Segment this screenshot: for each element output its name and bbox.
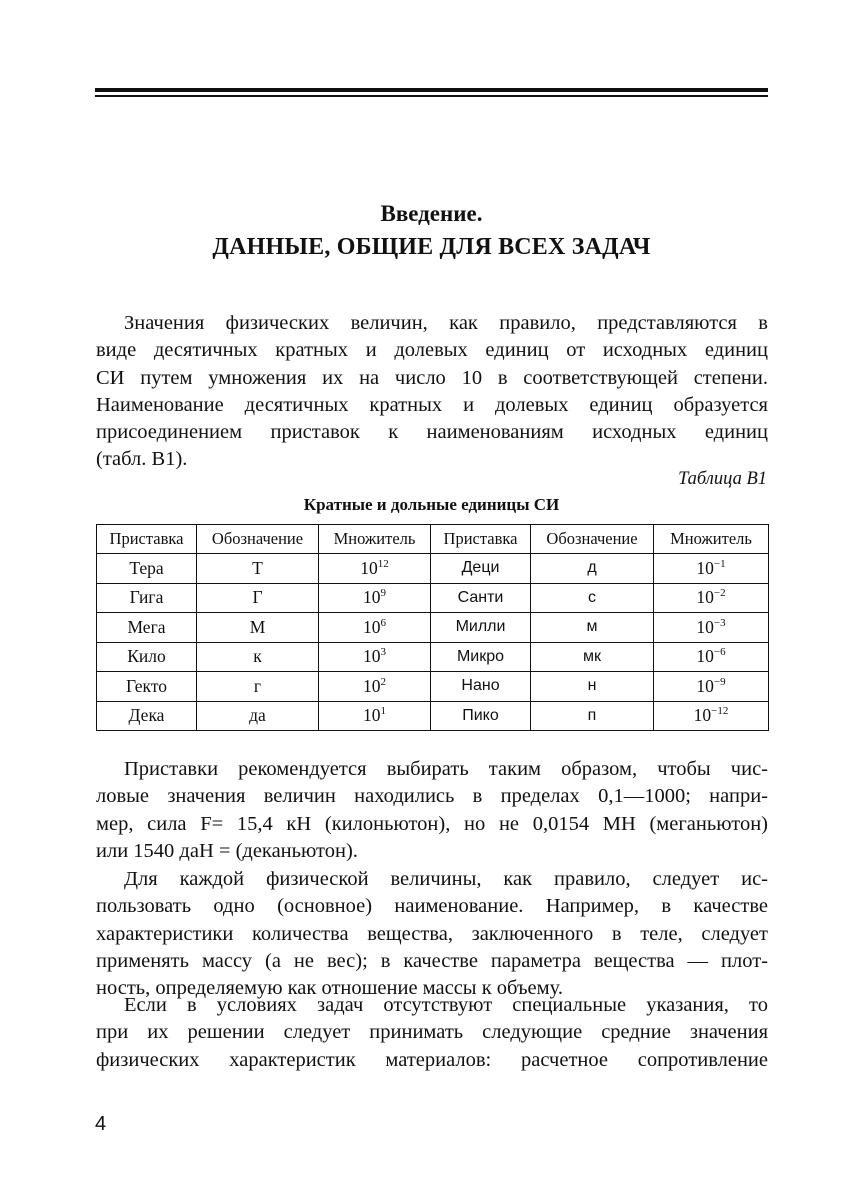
prefix-cell: Кило — [97, 642, 197, 672]
text-line: ность, определяемую как отношение массы к объему. — [96, 977, 563, 1000]
table-caption: Кратные и дольные единицы СИ — [303, 495, 560, 514]
prefix-cell: Деци — [431, 554, 531, 584]
multiplier-base: 10 — [696, 646, 714, 667]
symbol-cell: д — [531, 554, 654, 584]
multiplier-base: 10 — [696, 616, 714, 637]
symbol-cell: н — [531, 672, 654, 702]
prefix-cell: Дека — [97, 701, 197, 731]
table-number: Таблица В1 — [678, 469, 767, 489]
text-line: Приставки рекомендуется выбирать таким образом, чтобы чис- — [124, 758, 768, 780]
symbol-cell: Г — [197, 583, 319, 613]
table-row — [97, 554, 769, 584]
text-line: виде десятичных кратных и долевых единиц от исходных единиц — [96, 339, 768, 362]
header-cell: Множитель — [319, 525, 431, 554]
multiplier-exponent: −1 — [713, 557, 726, 570]
symbol-cell: М — [197, 613, 319, 643]
page-number: 4 — [95, 1113, 107, 1135]
table-row — [97, 613, 769, 643]
multiplier-exponent: 6 — [380, 616, 386, 629]
prefix-cell: Санти — [431, 583, 531, 613]
text-line: Для каждой физической величины, как правило, следует ис- — [124, 868, 768, 890]
multiplier-base: 10 — [363, 675, 381, 696]
multiplier-cell — [654, 642, 769, 672]
prefix-cell: Нано — [431, 672, 531, 702]
text-line: применять массу (а не вес); в качестве параметра вещества — плот- — [96, 949, 768, 972]
text-line: Значения физических величин, как правило, представляются в — [124, 312, 768, 334]
multiplier-base: 10 — [696, 587, 714, 608]
text-line: пользовать одно (основное) наименование. Например, в качестве — [96, 895, 768, 918]
multiplier-cell — [319, 583, 431, 613]
multiplier-exponent: 12 — [377, 557, 389, 570]
multiplier-exponent: −6 — [713, 646, 726, 659]
text-line: (табл. В1). — [96, 448, 188, 471]
text-line: мер, сила F= 15,4 кН (килоньютон), но не 0,0154 МН (меганьютон) — [96, 812, 768, 835]
materials-paragraph — [96, 992, 768, 1074]
text-line: при их решении следует принимать следующие средние значения — [96, 1021, 768, 1044]
prefix-usage-paragraph — [96, 756, 768, 865]
table-row — [97, 583, 769, 613]
prefix-cell: Микро — [431, 642, 531, 672]
multiplier-exponent: 9 — [380, 587, 386, 600]
multiplier-cell — [319, 672, 431, 702]
table-header-row — [97, 525, 769, 554]
text-line: физических характеристик материалов: расчетное сопротивление — [96, 1048, 768, 1071]
multiplier-cell — [654, 672, 769, 702]
symbol-cell: м — [531, 613, 654, 643]
si-prefix-table — [96, 524, 769, 731]
table-row — [97, 701, 769, 731]
multiplier-exponent: −9 — [713, 675, 726, 688]
text-line: Наименование десятичных кратных и долевых единиц образуется — [96, 393, 768, 416]
multiplier-cell — [319, 701, 431, 731]
header-cell: Приставка — [97, 525, 197, 554]
symbol-cell: г — [197, 672, 319, 702]
multiplier-exponent: 3 — [380, 646, 386, 659]
prefix-cell: Тера — [97, 554, 197, 584]
multiplier-cell — [654, 583, 769, 613]
naming-paragraph — [96, 866, 768, 1002]
prefix-cell: Милли — [431, 613, 531, 643]
multiplier-cell — [319, 554, 431, 584]
multiplier-base: 10 — [363, 616, 381, 637]
prefix-cell: Пико — [431, 701, 531, 731]
section-title: Введение. — [380, 201, 483, 226]
symbol-cell: мк — [531, 642, 654, 672]
text-line: СИ путем умножения их на число 10 в соответствующей степени. — [96, 366, 768, 389]
multiplier-base: 10 — [363, 646, 381, 667]
text-line: или 1540 даН = (деканьютон). — [96, 839, 358, 862]
table-row — [97, 672, 769, 702]
multiplier-cell — [319, 642, 431, 672]
header-cell: Приставка — [431, 525, 531, 554]
multiplier-base: 10 — [696, 675, 714, 696]
text-line: ловые значения величин находились в пределах 0,1—1000; напри- — [96, 785, 768, 808]
multiplier-base: 10 — [693, 705, 712, 726]
header-rule-thin — [95, 95, 768, 97]
symbol-cell: к — [197, 642, 319, 672]
table-row — [97, 642, 769, 672]
text-line: характеристики количества вещества, заключенного в теле, следует — [96, 922, 768, 945]
prefix-cell: Гекто — [97, 672, 197, 702]
section-subtitle: ДАННЫЕ, ОБЩИЕ ДЛЯ ВСЕХ ЗАДАЧ — [212, 234, 651, 260]
header-cell: Обозначение — [197, 525, 319, 554]
prefix-cell: Гига — [97, 583, 197, 613]
multiplier-base: 10 — [363, 587, 381, 608]
prefix-cell: Мега — [97, 613, 197, 643]
multiplier-base: 10 — [363, 705, 381, 726]
multiplier-exponent: −2 — [713, 587, 726, 600]
multiplier-exponent: −12 — [711, 705, 729, 718]
text-line: Если в условиях задач отсутствуют специальные указания, то — [124, 994, 768, 1016]
symbol-cell: Т — [197, 554, 319, 584]
multiplier-cell — [654, 701, 769, 731]
multiplier-base: 10 — [696, 557, 714, 578]
multiplier-exponent: 1 — [380, 705, 386, 718]
multiplier-cell — [319, 613, 431, 643]
symbol-cell: п — [531, 701, 654, 731]
header-cell: Обозначение — [531, 525, 654, 554]
header-cell: Множитель — [654, 525, 769, 554]
header-rule-thick — [95, 88, 768, 92]
multiplier-base: 10 — [360, 557, 378, 578]
multiplier-exponent: 2 — [380, 675, 386, 688]
multiplier-exponent: −3 — [713, 616, 726, 629]
multiplier-cell — [654, 554, 769, 584]
multiplier-cell — [654, 613, 769, 643]
symbol-cell: да — [197, 701, 319, 731]
text-line: присоединением приставок к наименованиям исходных единиц — [96, 421, 768, 444]
intro-paragraph — [96, 310, 768, 474]
symbol-cell: с — [531, 583, 654, 613]
